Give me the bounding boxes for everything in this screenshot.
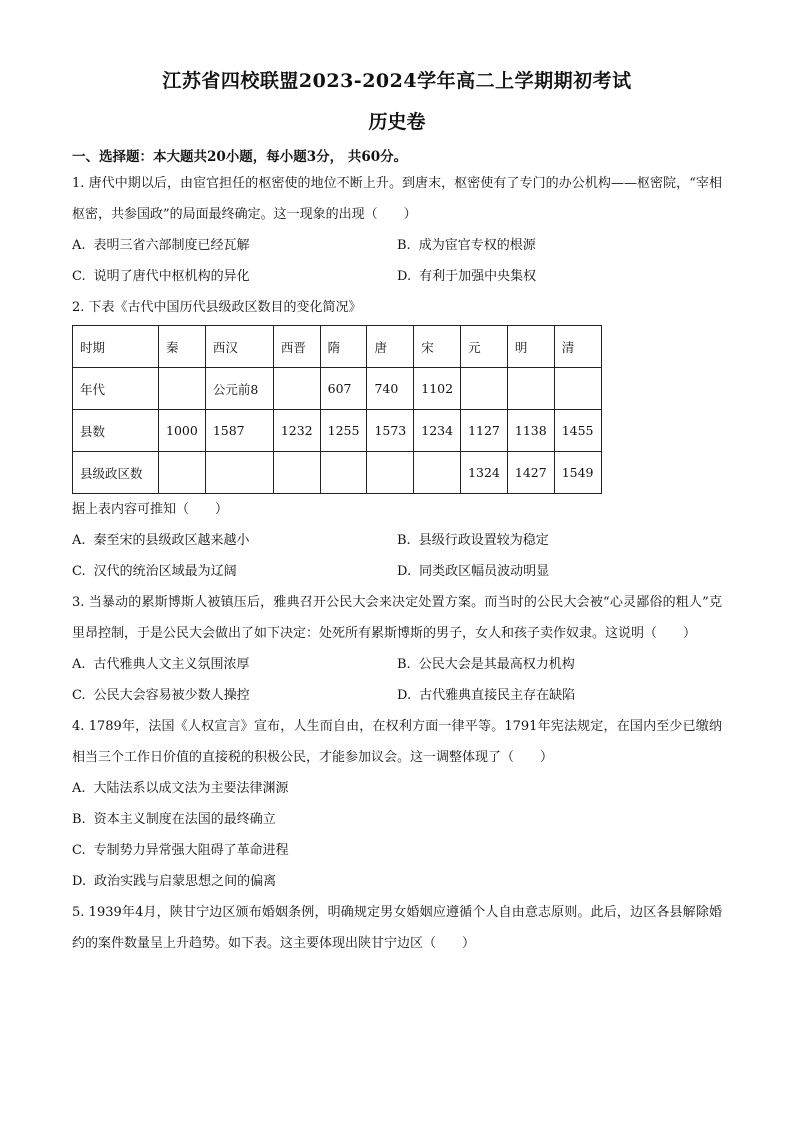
question-4-option-c[interactable]: C. 专制势力异常强大阻碍了革命进程 <box>72 843 289 858</box>
table-cell <box>320 452 367 494</box>
question-1-options <box>72 230 722 292</box>
exam-title: 江苏省四校联盟2023-2024学年高二上学期期初考试 <box>162 70 632 92</box>
table-header-cell: 宋 <box>414 326 461 368</box>
table-row <box>73 326 602 368</box>
table-cell: 年代 <box>73 368 159 410</box>
table-cell <box>159 368 206 410</box>
table-cell: 1573 <box>367 410 414 452</box>
question-1-option-c[interactable]: C. 说明了唐代中枢机构的异化 <box>72 269 250 284</box>
question-4-stem: 4. 1789年，法国《人权宣言》宣布，人生而自由，在权利方面一律平等。1791年宪法规定，在国内至少已缴纳相当三个工作日价值的直接税的积极公民，才能参加议会。这一调整体现了（ ） <box>72 719 722 765</box>
table-cell: 1255 <box>320 410 367 452</box>
question-2-option-c[interactable]: C. 汉代的统治区域最为辽阔 <box>72 564 237 579</box>
table-cell: 县级政区数 <box>73 452 159 494</box>
table-header-cell: 明 <box>507 326 554 368</box>
table-row <box>73 452 602 494</box>
table-header-cell: 西汉 <box>205 326 273 368</box>
exam-subject: 历史卷 <box>368 111 426 133</box>
table-cell: 1324 <box>461 452 508 494</box>
table-cell <box>273 452 320 494</box>
table-cell: 1234 <box>414 410 461 452</box>
question-3-stem: 3. 当暴动的累斯博斯人被镇压后，雅典召开公民大会来决定处置方案。而当时的公民大会被“心灵鄙俗的粗人”克里昂控制，于是公民大会做出了如下决定：处死所有累斯博斯的男子，女人和孩子卖作奴隶。这说明（ ） <box>72 595 722 641</box>
table-cell: 1127 <box>461 410 508 452</box>
question-2-prompt: 据上表内容可推知（ ） <box>72 502 229 517</box>
table-header-cell: 唐 <box>367 326 414 368</box>
table-cell <box>461 368 508 410</box>
question-1-stem: 1. 唐代中期以后，由宦官担任的枢密使的地位不断上升。到唐末，枢密使有了专门的办公机构——枢密院，“宰相枢密，共参国政”的局面最终确定。这一现象的出现（ ） <box>72 176 722 222</box>
table-header-cell: 秦 <box>159 326 206 368</box>
question-3-option-b[interactable]: B. 公民大会是其最高权力机构 <box>397 657 575 672</box>
question-4-option-d[interactable]: D. 政治实践与启蒙思想之间的偏离 <box>72 874 277 889</box>
table-row <box>73 368 602 410</box>
table-cell <box>205 452 273 494</box>
table-header-cell: 西晋 <box>273 326 320 368</box>
question-4-options <box>72 773 722 897</box>
section-heading: 一、选择题：本大题共20小题，每小题3分， 共60分。 <box>72 149 408 165</box>
question-5-stem: 5. 1939年4月，陕甘宁边区颁布婚姻条例，明确规定男女婚姻应遵循个人自由意志原则。此后，边区各县解除婚约的案件数量呈上升趋势。如下表。这主要体现出陕甘宁边区（ ） <box>72 905 722 951</box>
table-cell: 740 <box>367 368 414 410</box>
table-cell: 1549 <box>554 452 601 494</box>
question-3-option-d[interactable]: D. 古代雅典直接民主存在缺陷 <box>397 688 576 703</box>
table-cell <box>367 452 414 494</box>
table-cell <box>507 368 554 410</box>
question-3-option-a[interactable]: A. 古代雅典人文主义氛围浓厚 <box>72 657 250 672</box>
table-cell <box>273 368 320 410</box>
question-2-option-b[interactable]: B. 县级行政设置较为稳定 <box>397 533 549 548</box>
question-1-option-a[interactable]: A. 表明三省六部制度已经瓦解 <box>72 238 250 253</box>
table-header-cell: 隋 <box>320 326 367 368</box>
table-cell: 1587 <box>205 410 273 452</box>
question-2-options <box>72 525 722 587</box>
table-cell: 公元前8 <box>205 368 273 410</box>
table-cell <box>414 452 461 494</box>
exam-page <box>72 66 722 959</box>
question-2-option-a[interactable]: A. 秦至宋的县级政区越来越小 <box>72 533 250 548</box>
question-3-options <box>72 649 722 711</box>
table-cell: 1232 <box>273 410 320 452</box>
table-cell: 1000 <box>159 410 206 452</box>
question-2-stem: 2. 下表《古代中国历代县级政区数目的变化简况》 <box>72 300 362 315</box>
table-cell: 1102 <box>414 368 461 410</box>
table-cell: 1138 <box>507 410 554 452</box>
question-4-option-a[interactable]: A. 大陆法系以成文法为主要法律渊源 <box>72 781 289 796</box>
table-cell <box>554 368 601 410</box>
table-cell <box>159 452 206 494</box>
table-cell: 1455 <box>554 410 601 452</box>
table-header-cell: 清 <box>554 326 601 368</box>
table-header-cell: 元 <box>461 326 508 368</box>
county-count-table <box>72 325 602 494</box>
table-cell: 1427 <box>507 452 554 494</box>
table-cell: 县数 <box>73 410 159 452</box>
question-2-option-d[interactable]: D. 同类政区幅员波动明显 <box>397 564 550 579</box>
question-1-option-b[interactable]: B. 成为宦官专权的根源 <box>397 238 536 253</box>
table-cell: 607 <box>320 368 367 410</box>
question-1-option-d[interactable]: D. 有利于加强中央集权 <box>397 269 537 284</box>
table-row <box>73 410 602 452</box>
table-header-cell: 时期 <box>73 326 159 368</box>
question-4-option-b[interactable]: B. 资本主义制度在法国的最终确立 <box>72 812 276 827</box>
question-3-option-c[interactable]: C. 公民大会容易被少数人操控 <box>72 688 250 703</box>
